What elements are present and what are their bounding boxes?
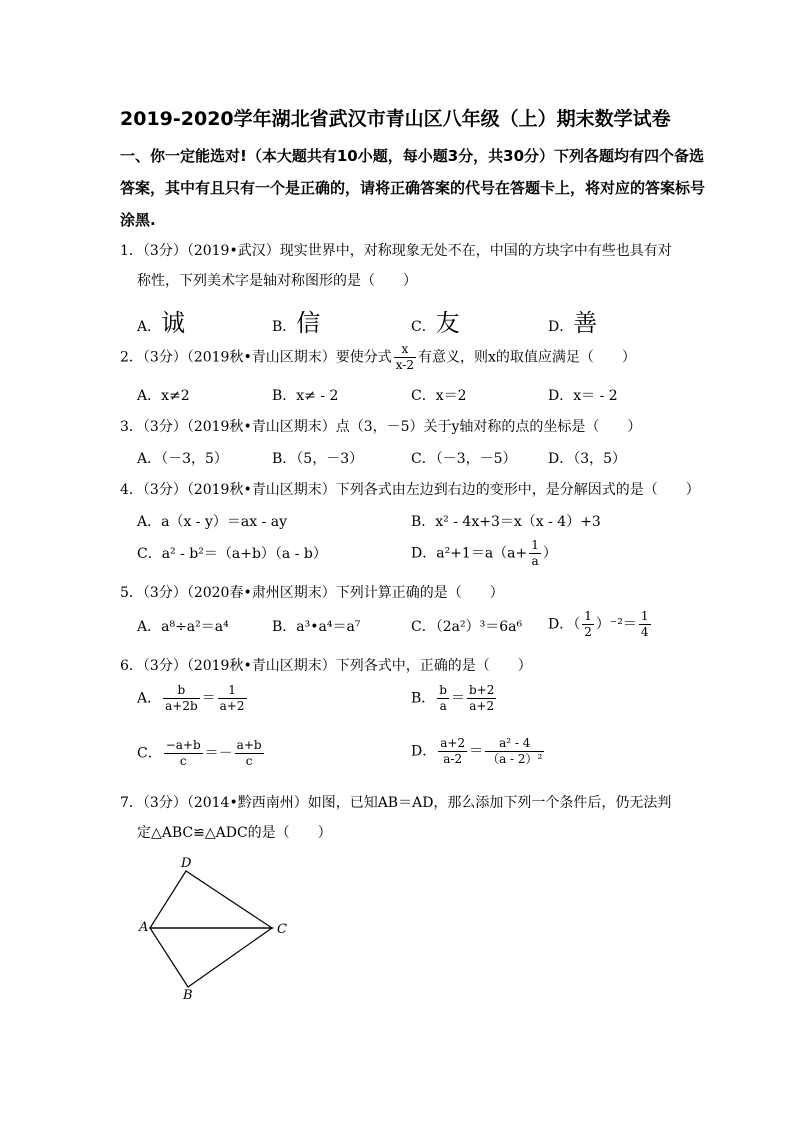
q6-c-n2: a+b — [236, 738, 262, 752]
q6-b-d1: a — [439, 699, 447, 713]
q6-option-a — [137, 683, 249, 714]
triangle-abc — [150, 928, 272, 987]
q4-optd-den: a — [531, 554, 539, 568]
q6-b-label: B． — [411, 690, 436, 707]
q6-d-eq: ＝ — [469, 743, 484, 760]
q6-c-n1: −a+b — [165, 738, 201, 752]
question-1-line2: 称性，下列美术字是轴对称图形的是（ ） — [137, 273, 417, 289]
q3-option-b: B．（5，－3） — [272, 451, 364, 467]
q1-option-b-letter: B． — [272, 319, 297, 335]
q6-a-label: A． — [137, 690, 162, 707]
q5-option-b: B．a³•a⁴＝a⁷ — [272, 619, 361, 635]
question-7-line2: 定△ABC≌△ADC的是（ ） — [137, 825, 332, 841]
q6-c-frac2 — [235, 738, 264, 769]
section-heading-line1: 一、你一定能选对!（本大题共有10小题，每小题3分，共30分）下列各题均有四个备选 — [120, 147, 705, 165]
q4-option-b: B．x² - 4x+3＝x（x - 4）+3 — [411, 514, 601, 530]
q6-d-n1: a+2 — [440, 736, 466, 750]
q2-frac-num: x — [394, 342, 416, 358]
question-4: 4．（3分）（2019秋•青山区期末）下列各式由左边到右边的变形中，是分解因式的是（ ） — [120, 482, 700, 498]
point-label-b: B — [183, 988, 193, 1003]
q6-b-eq: ＝ — [450, 690, 465, 707]
q6-option-c — [137, 738, 266, 769]
q6-option-d — [411, 736, 546, 767]
q2-pre: 2．（3分）（2019秋•青山区期末）要使分式 — [120, 349, 392, 366]
q5-optd-pre: D．（ — [548, 616, 581, 633]
q6-c-label: C． — [137, 745, 162, 762]
q5-optd-frac1 — [582, 609, 594, 640]
q6-a-eq: ＝ — [201, 690, 216, 707]
q5-optd-den2: 4 — [640, 625, 649, 639]
q6-c-d2: c — [245, 754, 253, 768]
q1-option-d — [548, 303, 597, 338]
q1-option-a-letter: A． — [137, 319, 162, 335]
q6-a-d1: a+2b — [165, 699, 198, 713]
q6-d-frac2 — [485, 736, 544, 767]
q1-option-c — [411, 303, 460, 338]
q5-option-c: C．（2a²）³＝6a⁶ — [411, 619, 523, 635]
section-heading-line2: 答案，其中有且只有一个是正确的，请将正确答案的代号在答题卡上，将对应的答案标号 — [120, 179, 706, 197]
point-label-d: D — [181, 856, 192, 871]
q4-option-c: C．a² - b²＝（a+b）（a - b） — [137, 546, 327, 562]
q1-option-c-letter: C． — [411, 319, 436, 335]
q1-option-c-char: 友 — [435, 309, 460, 337]
q6-d-frac1 — [438, 736, 467, 767]
q3-option-d: D．（3，5） — [548, 451, 627, 467]
q6-a-d2: a+2 — [219, 699, 245, 713]
q1-option-d-char: 善 — [573, 309, 598, 337]
q6-d-d2: （a - 2）² — [487, 752, 543, 766]
q1-option-d-letter: D． — [548, 319, 574, 335]
point-label-a: A — [139, 920, 149, 935]
q1-option-b — [272, 303, 320, 338]
section-heading-line3: 涂黑. — [120, 211, 156, 229]
q4-optd-num: 1 — [531, 538, 539, 552]
q2-frac-den: x-2 — [395, 358, 414, 372]
point-label-c: C — [277, 922, 287, 937]
question-2 — [120, 342, 636, 373]
q2-option-d: D．x＝ - 2 — [548, 388, 618, 404]
q6-b-n2: b+2 — [468, 683, 495, 697]
q6-option-b — [411, 683, 498, 714]
q4-option-d-post: ） — [542, 545, 557, 562]
triangle-adc — [150, 871, 272, 928]
q3-option-c: C．（－3，－5） — [411, 451, 517, 467]
q5-optd-frac2 — [639, 609, 651, 640]
q5-option-a: A．a⁸÷a²＝a⁴ — [137, 619, 229, 635]
q1-option-a-char: 诚 — [161, 309, 186, 337]
q6-c-eq: ＝－ — [204, 745, 233, 762]
q4-option-d-fraction — [529, 538, 541, 569]
q6-b-n1: b — [439, 683, 447, 697]
q2-fraction — [394, 342, 416, 373]
q6-b-d2: a+2 — [469, 699, 495, 713]
q4-option-a: A．a（x - y）＝ax - ay — [137, 514, 288, 530]
q6-d-d1: a-2 — [443, 752, 463, 766]
q2-option-a: A．x≠2 — [137, 388, 190, 404]
q6-b-frac1 — [437, 683, 449, 714]
q3-option-a: A．（－3，5） — [137, 451, 228, 467]
q5-optd-num2: 1 — [640, 609, 649, 623]
page-title: 2019-2020学年湖北省武汉市青山区八年级（上）期末数学试卷 — [120, 108, 671, 130]
q5-optd-num1: 1 — [584, 609, 592, 623]
q2-post: 有意义，则x的取值应满足（ ） — [417, 349, 636, 366]
q6-a-frac2 — [218, 683, 247, 714]
q5-optd-den1: 2 — [584, 625, 592, 639]
q2-option-c: C．x＝2 — [411, 388, 467, 404]
q6-c-d1: c — [179, 754, 187, 768]
question-3: 3．（3分）（2019秋•青山区期末）点（3，－5）关于y轴对称的点的坐标是（ ） — [120, 419, 642, 435]
q6-c-frac1 — [164, 738, 203, 769]
q4-option-d-pre: D．a²+1＝a（a+ — [411, 545, 528, 562]
q6-d-label: D． — [411, 743, 437, 760]
q6-b-frac2 — [467, 683, 496, 714]
question-1-line1: 1．（3分）（2019•武汉）现实世界中，对称现象无处不在，中国的方块字中有些也具有对 — [120, 243, 672, 259]
q1-option-b-char: 信 — [296, 309, 321, 337]
q6-a-frac1 — [163, 683, 200, 714]
q6-a-n2: 1 — [218, 683, 247, 699]
q2-option-b: B．x≠ - 2 — [272, 388, 339, 404]
q6-a-n1: b — [163, 683, 200, 699]
question-6: 6．（3分）（2019秋•青山区期末）下列各式中，正确的是（ ） — [120, 658, 532, 674]
question-7-line1: 7．（3分）（2014•黔西南州）如图，已知AB＝AD，那么添加下列一个条件后，仍无法判 — [120, 795, 672, 811]
q6-d-n2: a² - 4 — [485, 736, 544, 752]
q5-option-d — [548, 609, 653, 640]
question-5: 5．（3分）（2020春•肃州区期末）下列计算正确的是（ ） — [120, 585, 504, 601]
q5-optd-mid: ）⁻²＝ — [595, 616, 637, 633]
q1-option-a — [137, 303, 185, 338]
q4-option-d — [411, 538, 557, 569]
